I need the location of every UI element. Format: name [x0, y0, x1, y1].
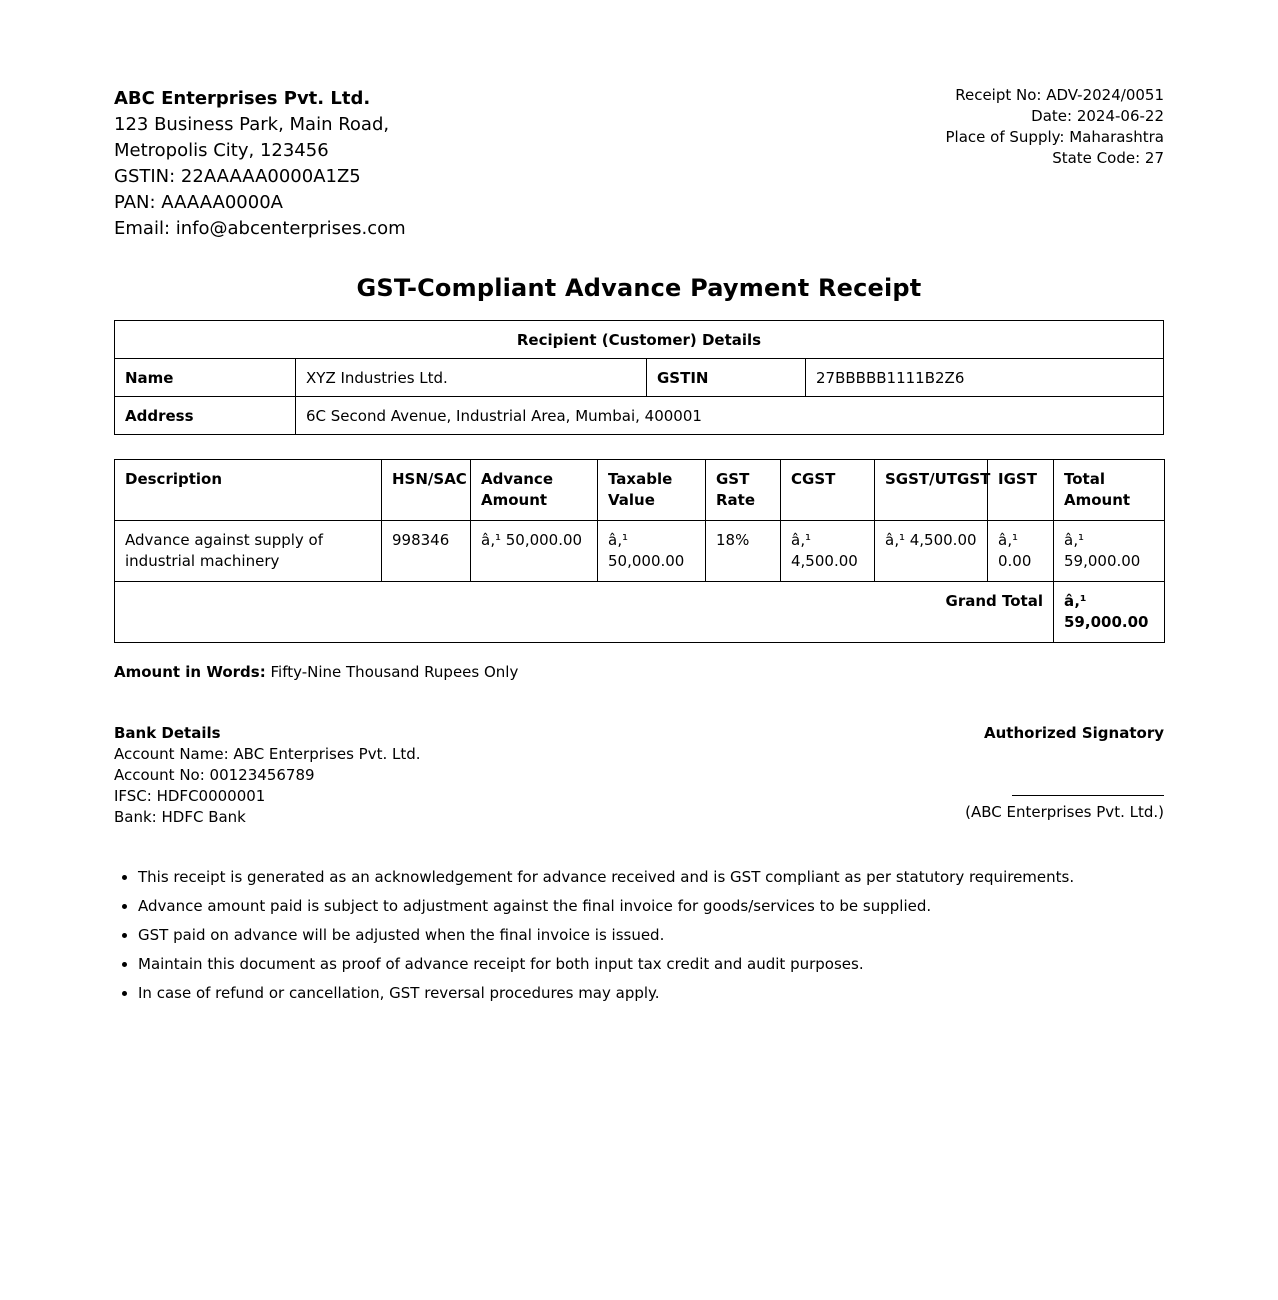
bank-heading: Bank Details [114, 724, 221, 742]
bank-details [114, 723, 421, 828]
table-row [115, 521, 1165, 582]
col-cgst: CGST [781, 460, 875, 521]
row-description: Advance against supply of industrial machinery [115, 521, 382, 582]
page-title: GST-Compliant Advance Payment Receipt [356, 274, 922, 302]
company-email: Email: info@abcenterprises.com [114, 218, 406, 239]
recipient-address: 6C Second Avenue, Industrial Area, Mumbai, 400001 [296, 397, 1164, 435]
receipt-meta [946, 85, 1164, 169]
company-address-line2: Metropolis City, 123456 [114, 140, 329, 161]
recipient-heading: Recipient (Customer) Details [115, 321, 1164, 359]
list-item: • This receipt is generated as an acknowledgement for advance received and is GST compliant as per statutory requirements. [138, 867, 1188, 888]
signatory-block [965, 723, 1164, 823]
recipient-table [114, 320, 1164, 435]
receipt-date: Date: 2024-06-22 [1031, 107, 1164, 125]
col-description: Description [115, 460, 382, 521]
recipient-name: XYZ Industries Ltd. [296, 359, 647, 397]
signatory-company: (ABC Enterprises Pvt. Ltd.) [965, 803, 1164, 821]
state-code: State Code: 27 [1052, 149, 1164, 167]
signature-line [1012, 794, 1164, 796]
recipient-gstin: 27BBBBB1111B2Z6 [806, 359, 1164, 397]
recipient-address-label: Address [115, 397, 296, 435]
col-taxable: Taxable Value [598, 460, 706, 521]
row-igst: â‚¹ 0.00 [988, 521, 1054, 582]
recipient-gstin-label: GSTIN [647, 359, 806, 397]
row-sgst: â‚¹ 4,500.00 [875, 521, 988, 582]
row-advance: â‚¹ 50,000.00 [471, 521, 598, 582]
grand-total-label: Grand Total [115, 582, 1054, 643]
row-rate: 18% [706, 521, 781, 582]
list-item: • Maintain this document as proof of advance receipt for both input tax credit and audit purposes. [138, 954, 1188, 975]
col-igst: IGST [988, 460, 1054, 521]
col-advance: Advance Amount [471, 460, 598, 521]
bank-account-name: Account Name: ABC Enterprises Pvt. Ltd. [114, 745, 421, 763]
company-gstin: GSTIN: 22AAAAA0000A1Z5 [114, 166, 361, 187]
col-hsn: HSN/SAC [382, 460, 471, 521]
notes-list [114, 867, 1188, 1012]
bank-ifsc: IFSC: HDFC0000001 [114, 787, 266, 805]
col-sgst: SGST/UTGST [875, 460, 988, 521]
recipient-name-label: Name [115, 359, 296, 397]
list-item: • In case of refund or cancellation, GST reversal procedures may apply. [138, 983, 1188, 1004]
row-total: â‚¹ 59,000.00 [1054, 521, 1165, 582]
receipt-number: Receipt No: ADV-2024/0051 [955, 86, 1164, 104]
amount-in-words [114, 662, 518, 683]
row-hsn: 998346 [382, 521, 471, 582]
bank-account-no: Account No: 00123456789 [114, 766, 315, 784]
bank-name: Bank: HDFC Bank [114, 808, 246, 826]
recipient-address-row [115, 397, 1164, 435]
recipient-name-row [115, 359, 1164, 397]
amount-words-label: Amount in Words: [114, 663, 266, 681]
recipient-heading-row [115, 321, 1164, 359]
amount-words-value: Fifty-Nine Thousand Rupees Only [270, 663, 519, 681]
col-rate: GST Rate [706, 460, 781, 521]
row-cgst: â‚¹ 4,500.00 [781, 521, 875, 582]
company-name: ABC Enterprises Pvt. Ltd. [114, 88, 371, 109]
grand-total-row [115, 582, 1165, 643]
place-of-supply: Place of Supply: Maharashtra [945, 128, 1164, 146]
list-item: • GST paid on advance will be adjusted when the final invoice is issued. [138, 925, 1188, 946]
signatory-heading: Authorized Signatory [984, 724, 1164, 742]
company-address-line1: 123 Business Park, Main Road, [114, 114, 390, 135]
grand-total-value: â‚¹ 59,000.00 [1054, 582, 1165, 643]
company-block [114, 86, 406, 242]
items-table [114, 459, 1165, 643]
list-item: • Advance amount paid is subject to adjustment against the final invoice for goods/services to be supplied. [138, 896, 1188, 917]
company-pan: PAN: AAAAA0000A [114, 192, 283, 213]
col-total: Total Amount [1054, 460, 1165, 521]
row-taxable: â‚¹ 50,000.00 [598, 521, 706, 582]
items-header-row [115, 460, 1165, 521]
